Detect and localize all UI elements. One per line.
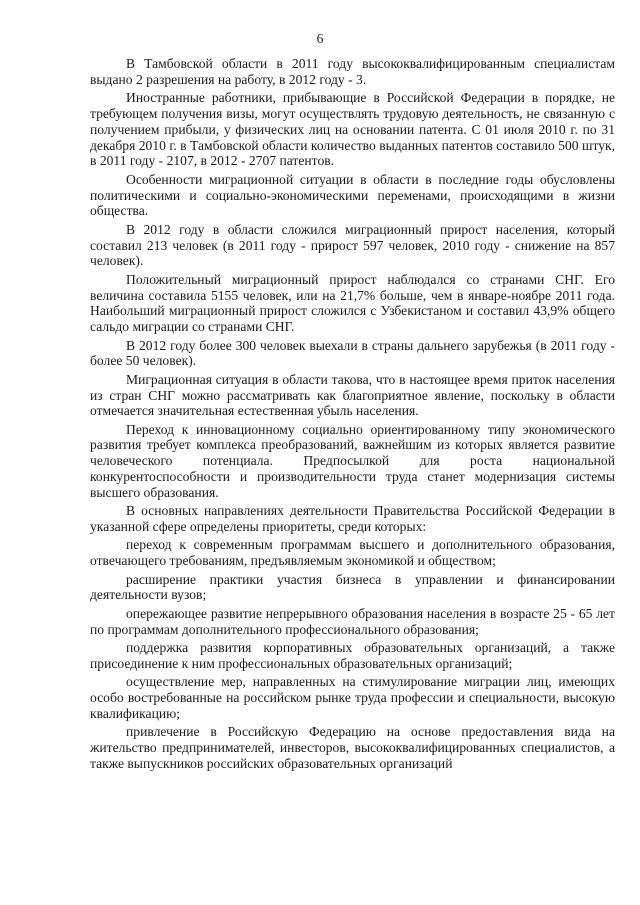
paragraph: В 2012 году более 300 человек выехали в страны дальнего зарубежья (в 2011 году - более 50 человек). [90,337,615,369]
paragraph: Миграционная ситуация в области такова, что в настоящее время приток населения из стран СНГ можно рассматривать как благоприятное явление, поскольку в области отмечается значительная естественная убыль населения. [90,371,615,419]
paragraph: В основных направлениях деятельности Правительства Российской Федерации в указанной сфере определены приоритеты, среди которых: [90,503,615,535]
paragraph: Иностранные работники, прибывающие в Российской Федерации в порядке, не требующем получения визы, могут осуществлять трудовую деятельность, не связанную с получением прибыли, у физических лиц на основании патента. С 01 июля 2010 г. по 31 декабря 2010 г. в Тамбовской области количество выданных патентов составило 500 штук, в 2011 году - 2107, в 2012 - 2707 патентов. [90,90,615,169]
page-number: 6 [316,31,324,46]
list-item: переход к современным программам высшего и дополнительного образования, отвечающего требованиям, предъявляемым экономикой и обществом; [90,537,615,569]
body-text [90,56,615,772]
list-item: поддержка развития корпоративных образовательных организаций, а также присоединение к ним профессиональных образовательных организаций; [90,640,615,671]
list-item: привлечение в Российскую Федерацию на основе предоставления вида на жительство предпринимателей, инвесторов, высококвалифицированных специалистов, а также выпускников российских образовательных организаций [90,724,615,771]
paragraph: Особенности миграционной ситуации в области в последние годы обусловлены политическими и социально-экономическими переменами, происходящими в жизни общества. [90,171,615,219]
list-item: расширение практики участия бизнеса в управлении и финансировании деятельности вузов; [90,571,615,603]
list-item: опережающее развитие непрерывного образования населения в возрасте 25 - 65 лет по программам дополнительного профессионального образования; [90,605,615,637]
paragraph: Положительный миграционный прирост наблюдался со странами СНГ. Его величина составила 5155 человек, или на 21,7% больше, чем в январе-ноябре 2011 года. Наибольший миграционный прирост сложился с Узбекистаном и составил 43,9% общего сальдо миграции со странами СНГ. [90,271,615,335]
list-item: осуществление мер, направленных на стимулирование миграции лиц, имеющих особо востребованные на российском рынке труда профессии и специальности, высокую квалификацию; [90,674,615,721]
paragraph: Переход к инновационному социально ориентированному типу экономического развития требует комплекса преобразований, важнейшим из которых является развитие человеческого потенциала. Предпосылкой для роста национальной конкурентоспособности и производительности труда станет модернизация системы высшего образования. [90,421,615,500]
paragraph: В Тамбовской области в 2011 году высококвалифицированным специалистам выдано 2 разрешения на работу, в 2012 году - 3. [90,56,615,87]
paragraph: В 2012 году в области сложился миграционный прирост населения, который составил 213 человек (в 2011 году - прирост 597 человек, 2010 году - снижение на 857 человек). [90,221,615,269]
